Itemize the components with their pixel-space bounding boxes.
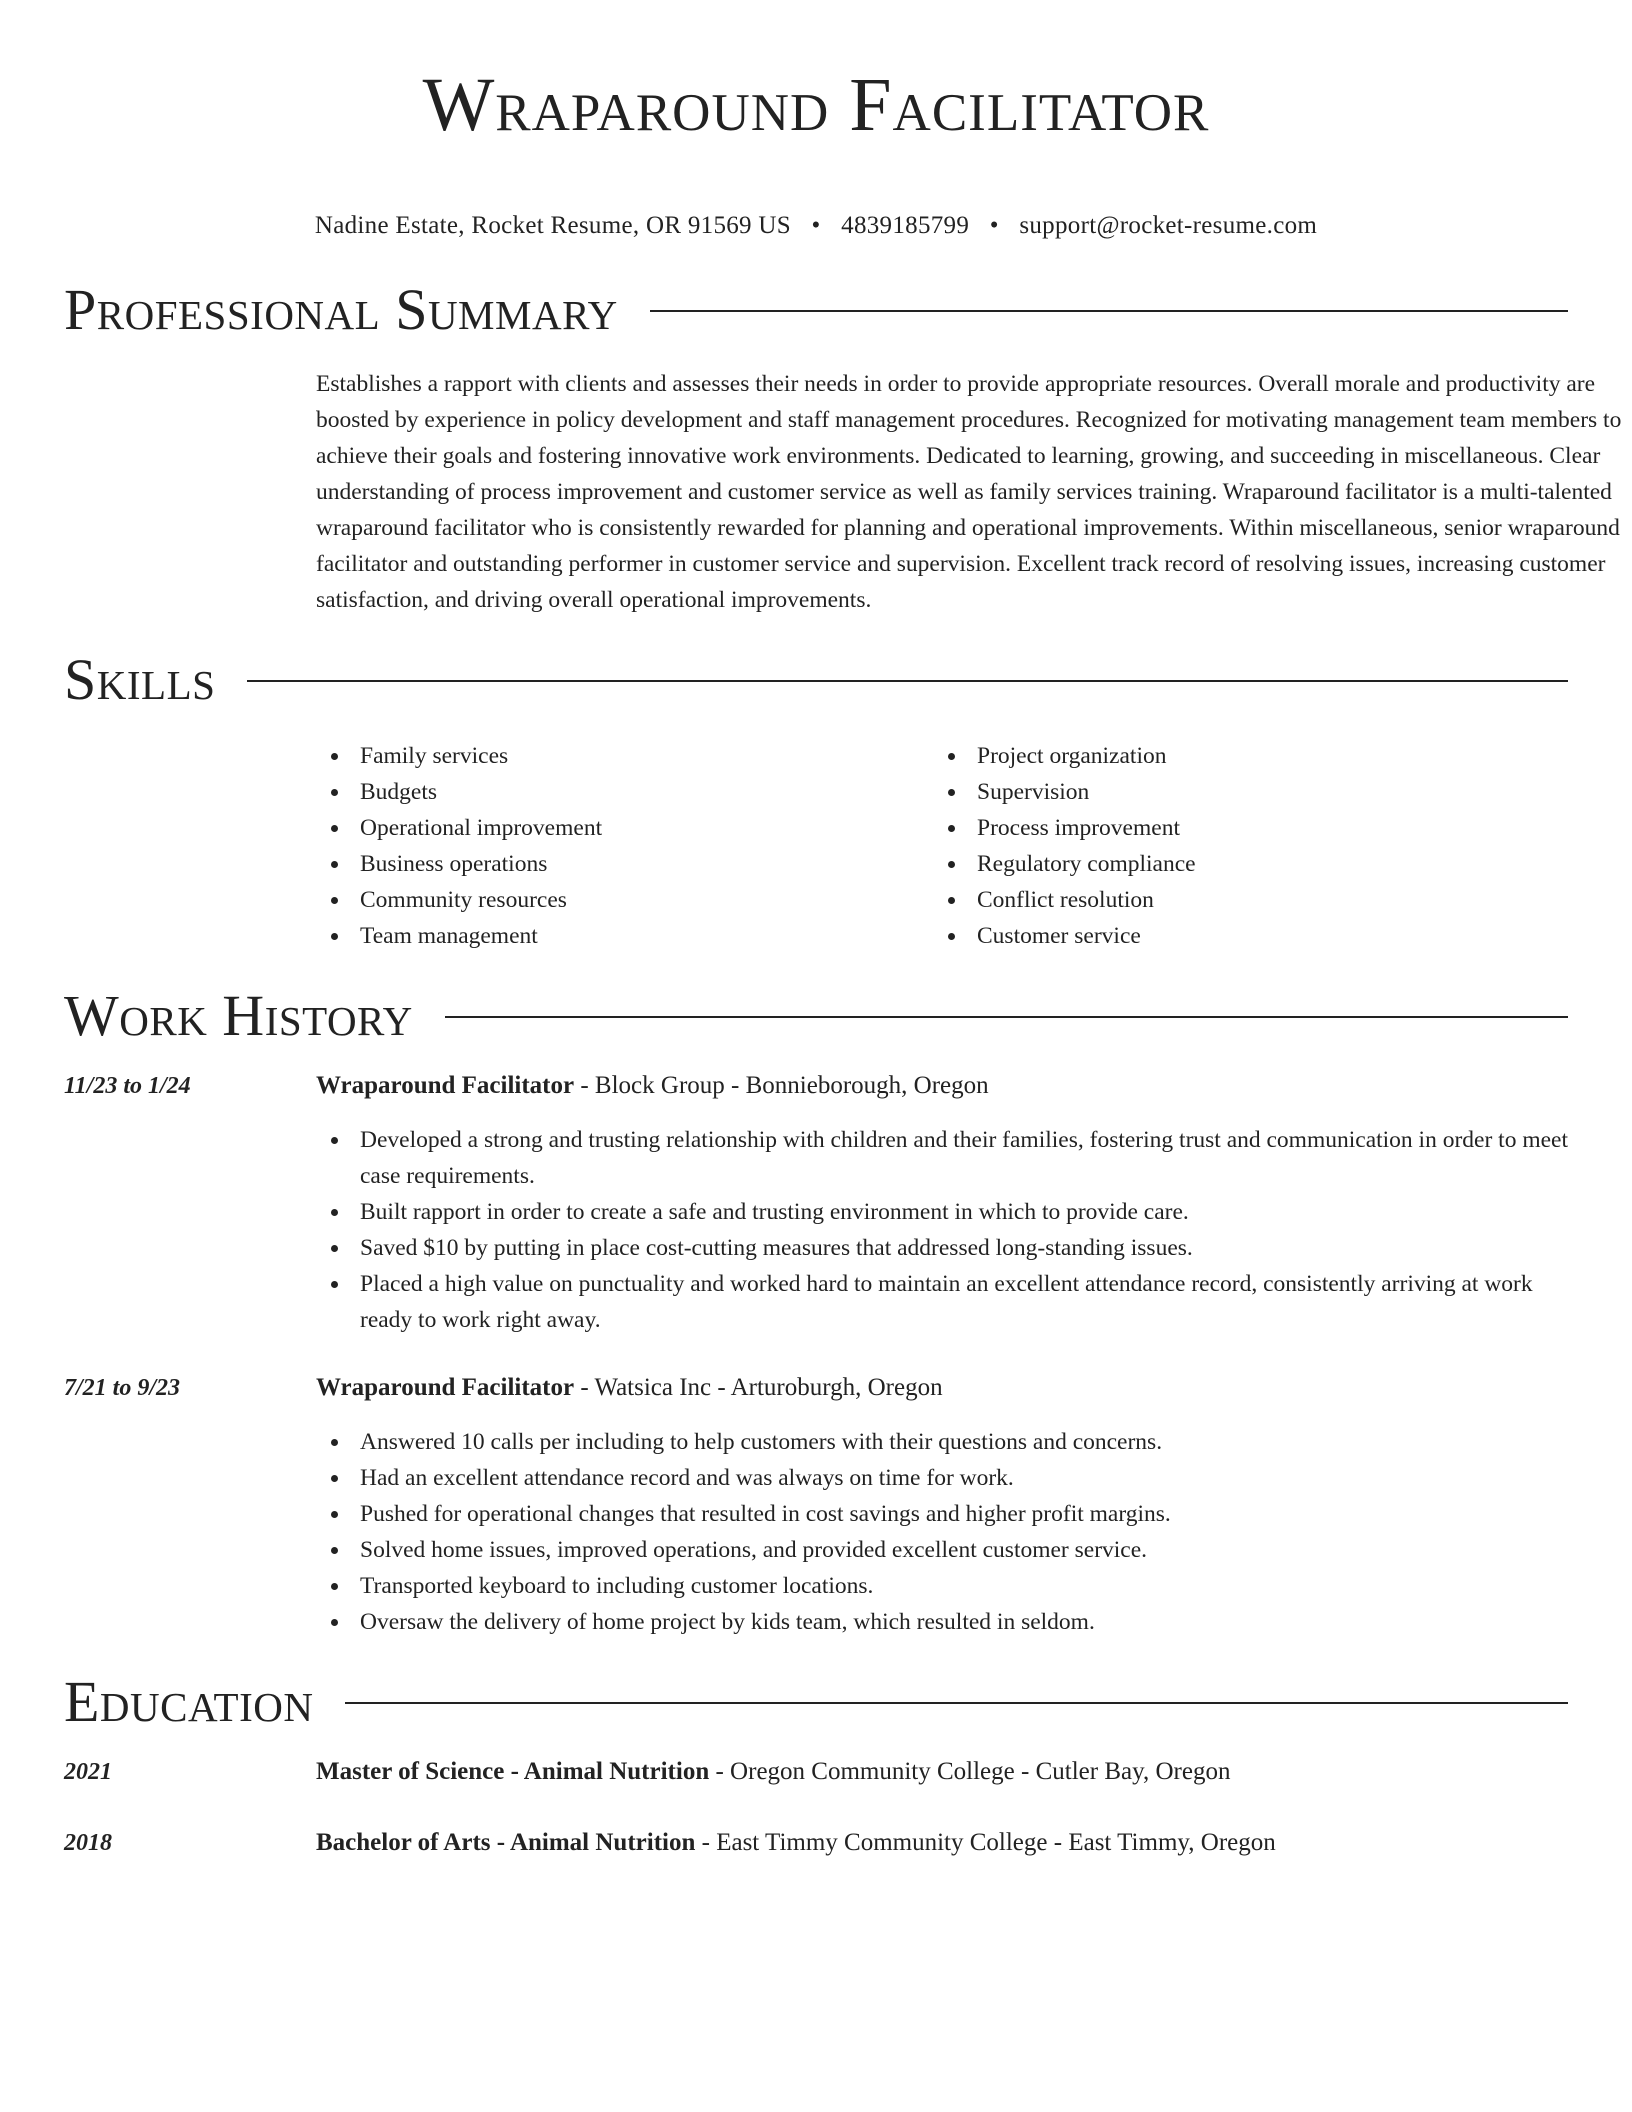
contact-separator: • (989, 212, 999, 239)
skill-item: Community resources (316, 882, 933, 918)
work-dates: 7/21 to 9/23 (64, 1375, 181, 1401)
education-entry (64, 1754, 1568, 1790)
education-heading: Education (64, 1669, 314, 1734)
work-section-header (64, 982, 1568, 1050)
job-employer: - Block Group - Bonnieborough, Oregon (574, 1072, 989, 1099)
school: - Oregon Community College - Cutler Bay, Oregon (709, 1758, 1231, 1785)
job-title: Wraparound Facilitator (316, 1374, 575, 1401)
skill-item: Family services (316, 738, 933, 774)
job-bullet: Solved home issues, improved operations, and provided excellent customer service. (316, 1532, 1568, 1568)
skill-item: Process improvement (933, 810, 1550, 846)
education-entry-body (316, 1825, 1568, 1861)
contact-email: support@rocket-resume.com (1019, 212, 1318, 239)
section-divider (650, 310, 1568, 312)
job-bullet: Oversaw the delivery of home project by kids team, which resulted in seldom. (316, 1604, 1568, 1640)
job-title: Wraparound Facilitator (316, 1072, 575, 1099)
section-divider (445, 1016, 1568, 1018)
work-entry (64, 1370, 1568, 1640)
job-bullet: Built rapport in order to create a safe and trusting environment in which to provide care. (316, 1194, 1568, 1230)
degree: Bachelor of Arts - Animal Nutrition (316, 1829, 696, 1856)
summary-text: Establishes a rapport with clients and assesses their needs in order to provide appropriate resources. Overall morale and productivity are boosted by experience in policy development and staff management procedures. Recognized for motivating management team members to achieve their goals and fostering innovative work environments. Dedicated to learning, growing, and succeeding in miscellaneous. Clear understanding of process improvement and customer service as well as family services training. Wraparound facilitator is a multi-talented wraparound facilitator who is consistently rewarded for planning and operational improvements. Within miscellaneous, senior wraparound facilitator and outstanding performer in customer service and supervision. Excellent track record of resolving issues, increasing customer satisfaction, and driving overall operational improvements. (316, 371, 1622, 613)
skills-list (316, 738, 1632, 954)
resume-name: Wraparound Facilitator (422, 63, 1210, 147)
skills-column-left (316, 738, 933, 954)
skill-item: Project organization (933, 738, 1550, 774)
section-divider (247, 680, 1568, 682)
contact-address: Nadine Estate, Rocket Resume, OR 91569 US (314, 212, 791, 239)
work-title-line (316, 1068, 1568, 1104)
skill-item: Supervision (933, 774, 1550, 810)
job-bullet: Developed a strong and trusting relationship with children and their families, fostering trust and communication in order to meet case requirements. (316, 1122, 1568, 1194)
education-year: 2018 (64, 1830, 112, 1856)
work-heading: Work History (64, 983, 413, 1048)
education-entry-body (316, 1754, 1568, 1790)
job-bullet: Transported keyboard to including customer locations. (316, 1568, 1568, 1604)
education-entry (64, 1825, 1568, 1861)
education-title-line (316, 1754, 1568, 1790)
work-title-line (316, 1370, 1568, 1406)
work-entry-body (316, 1068, 1568, 1338)
contact-line (64, 210, 1568, 242)
skill-item: Budgets (316, 774, 933, 810)
work-entry-body (316, 1370, 1568, 1640)
work-entry (64, 1068, 1568, 1338)
job-bullet: Saved $10 by putting in place cost-cutting measures that addressed long-standing issues. (316, 1230, 1568, 1266)
skill-item: Operational improvement (316, 810, 933, 846)
education-section-header (64, 1668, 1568, 1736)
job-bullet: Placed a high value on punctuality and worked hard to maintain an excellent attendance record, consistently arriving at work ready to work right away. (316, 1266, 1568, 1338)
skill-item: Regulatory compliance (933, 846, 1550, 882)
education-title-line (316, 1825, 1568, 1861)
degree: Master of Science - Animal Nutrition (316, 1758, 710, 1785)
job-bullet: Answered 10 calls per including to help customers with their questions and concerns. (316, 1424, 1568, 1460)
job-bullets (316, 1122, 1568, 1338)
contact-phone: 4839185799 (841, 212, 970, 239)
skill-item: Conflict resolution (933, 882, 1550, 918)
skills-column-right (933, 738, 1550, 954)
job-bullet: Pushed for operational changes that resulted in cost savings and higher profit margins. (316, 1496, 1568, 1532)
skills-section-header (64, 646, 1568, 714)
summary-section-header (64, 276, 1568, 344)
skill-item: Team management (316, 918, 933, 954)
summary-heading: Professional Summary (64, 277, 618, 342)
school: - East Timmy Community College - East Timmy, Oregon (695, 1829, 1276, 1856)
job-bullets (316, 1424, 1568, 1640)
skill-item: Customer service (933, 918, 1550, 954)
job-bullet: Had an excellent attendance record and was always on time for work. (316, 1460, 1568, 1496)
skills-heading: Skills (64, 647, 216, 712)
education-year: 2021 (64, 1759, 112, 1785)
section-divider (345, 1702, 1568, 1704)
contact-separator: • (811, 212, 821, 239)
job-employer: - Watsica Inc - Arturoburgh, Oregon (574, 1374, 943, 1401)
work-dates: 11/23 to 1/24 (64, 1073, 191, 1099)
skill-item: Business operations (316, 846, 933, 882)
